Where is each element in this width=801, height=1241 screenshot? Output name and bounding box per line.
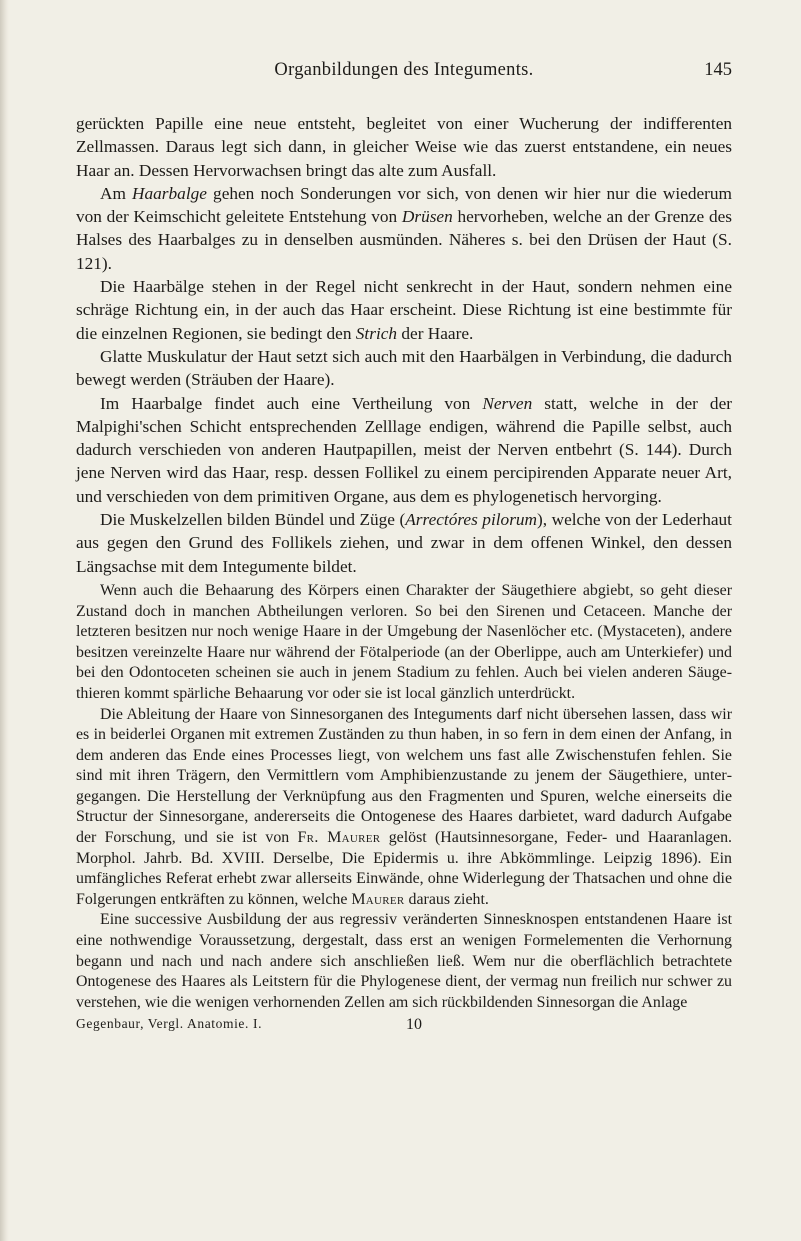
text-run: Die Muskelzellen bilden Bündel und Züge ( [100,510,406,530]
small-print-notes [76,581,732,1013]
text-run: Glatte Muskulatur der Haut setzt sich auch mit den Haarbälgen in Verbindung, die dadurch bewegt werden (Sträuben der Haare). [76,346,732,390]
text-run: hervorheben, welche an der Grenze des Halses des Haarbalges zu in denselben ausmünden. Näheres s. bei den Drüsen der Haut (S. 121). [76,207,732,273]
running-header [76,60,732,90]
text-run: Eine successive Ausbildung der aus regressiv veränderten Sinnesknospen entstandenen Haare ist eine nothwendige Voraussetzung, dergestalt, dass erst an wenigen Formelementen die Verhornung begann und nach und nach andere sich anschließen ließ. Wem nur die oberflächlich betrachtete Ontogenese des Haares als Leitstern für die Phylogenese dient, der vermag nun freilich nur schwer zu verstehen, wie die wenigen verhornenden Zellen am sich rückbildenden Sinnesorgan die Anlage [76,911,732,1011]
running-title: Organbildungen des Integuments. [274,60,534,80]
italic-term: Strich [355,323,398,343]
page-footer [76,1016,732,1038]
paragraph [76,705,732,911]
italic-term: Nerven [482,393,533,413]
paragraph [76,392,732,508]
sheet-number: 10 [406,1016,422,1034]
text-run: gelöst (Hautsinnesorgane, Feder- und Haaranlagen. Morphol. Jahrb. Bd. XVIII. Derselbe, Die Epidermis u. ihre Abkömmlinge. Leipzig 1896). Ein umfängliches Referat erhebt zwar allerseits Einwände, ohne Widerlegung der Thatsachen und ohne die Folgerungen entkräften zu können, welche [76,829,732,908]
paragraph [76,508,732,578]
italic-term: Arrectóres pilorum [405,510,538,530]
text-run: Im Haarbalge findet auch eine Vertheilung von [100,393,483,413]
text-run: Wenn auch die Behaarung des Körpers einen Charakter der Säugethiere abgiebt, so geht dieser Zustand doch in manchen Abtheilungen verloren. So bei den Sirenen und Cetaceen. Manche der letzteren besitzen nur noch wenige Haare in der Umgebung der Nasenlöcher etc. (Mystaceten), andere besitzen vereinzelte Haare nur während der Fötalperiode (an der Oberlippe, auch am Unterkiefer) und bei den Odontoceten scheinen sie auch in jenem Stadium zu fehlen. Auch bei vielen anderen Säugethieren kommt spärliche Behaarung vor oder sie ist local gänzlich unterdrückt. [76,581,732,702]
text-run: Am [100,183,133,203]
text-run: Die Haarbälge stehen in der Regel nicht senkrecht in der Haut, sondern nehmen eine schräge Richtung ein, in der auch das Haar erscheint. Diese Richtung ist eine bestimmte für die einzelnen Regionen, sie bedingt den [76,277,732,343]
text-run: gerückten Papille eine neue entsteht, begleitet von einer Wucherung der indifferenten Zellmassen. Daraus legt sich dann, in gleicher Weise wie das zuerst entstandene, ein neues Haar an. Dessen Hervorwachsen bringt das alte zum Ausfall. [76,114,732,180]
paragraph [76,182,732,275]
italic-term: Haarbalge [132,183,207,203]
text-run: statt, welche in der der Malpighi'schen Schicht entsprechenden Zelllage endigen, während die Papille selbst, auch dadurch verschieden von anderen Hautpapillen, meist der Nerven entbehrt (S. 144). Durch jene Nerven wird das Haar, resp. dessen Follikel zu einem percipirenden Apparate neuer Art, und verschieden von dem primitiven Organe, aus dem es phylogenetisch hervorging. [76,393,732,506]
text-run: Die Ableitung der Haare von Sinnesorganen des Integuments darf nicht übersehen lassen, dass wir es in beiderlei Organen mit extremen Zuständen zu thun haben, in so fern in dem einen der Anfang, in dem anderen das Ende eines Processes liegt, von welchem uns fast alle Zwischenstufen fehlen. Sie sind mit ihren Trägern, den Vermittlern vom Amphibienzustande zu jenem der Säugethiere, untergegangen. Die Herstellung der Verknüpfung aus den Fragmenten und Spuren, welche einerseits die Structur der Sinnesorgane, andererseits die Ontogenese des Haares darbietet, ward dadurch Aufgabe der Forschung, und sie ist von [76,705,732,847]
printer-signature: Gegenbaur, Vergl. Anatomie. I. [76,1016,263,1032]
text-run: der Haare. [397,323,474,343]
book-page [76,60,732,1038]
text-run: gehen noch Sonderungen vor sich, von denen wir hier nur die wiederum von der Keimschicht geleitete Entstehung von [76,183,732,227]
text-run: daraus zieht. [404,890,489,908]
main-text [76,112,732,578]
paragraph [76,345,732,392]
page-binding-edge [0,0,9,1241]
author-name: Fr. Maurer [297,829,381,847]
page-number: 145 [704,60,732,80]
paragraph [76,910,732,1013]
text-run: ), welche von der Lederhaut aus gegen den Grund des Follikels ziehen, und zwar in dem offenen Winkel, den dessen Längsachse mit dem Integumente bildet. [76,510,732,576]
paragraph [76,581,732,705]
italic-term: Drüsen [401,207,453,227]
paragraph [76,112,732,182]
author-name: Maurer [351,890,405,908]
paragraph [76,275,732,345]
